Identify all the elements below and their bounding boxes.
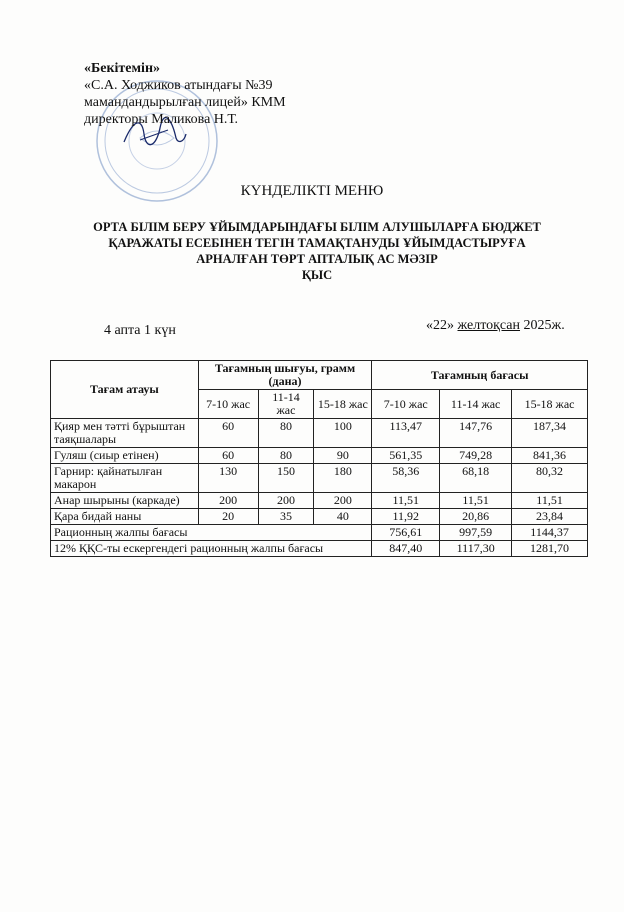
yield-cell: 200 (258, 493, 314, 509)
dish-name: Анар шырыны (каркаде) (51, 493, 199, 509)
week-day-label: 4 апта 1 күн (104, 323, 176, 338)
yield-cell: 80 (258, 419, 314, 448)
total-cell: 756,61 (372, 525, 440, 541)
vat-total-cell: 1117,30 (440, 541, 512, 557)
subtitle-line: ҚАРАЖАТЫ ЕСЕБІНЕН ТЕГІН ТАМАҚТАНУДЫ ҰЙЫМДАСТЫРУҒА (108, 236, 526, 250)
price-cell: 749,28 (440, 448, 512, 464)
header-price: Тағамның бағасы (372, 361, 588, 390)
approval-block (84, 60, 286, 128)
total-label: Рационның жалпы бағасы (51, 525, 372, 541)
price-cell: 58,36 (372, 464, 440, 493)
total-cell: 997,59 (440, 525, 512, 541)
date-month: желтоқсан (457, 318, 521, 333)
price-cell: 11,92 (372, 509, 440, 525)
price-cell: 187,34 (512, 419, 588, 448)
vat-total-cell: 847,40 (372, 541, 440, 557)
yield-cell: 35 (258, 509, 314, 525)
yield-cell: 60 (198, 448, 258, 464)
table-header-row (51, 361, 588, 390)
approval-line: мамандандырылған лицей» КММ (84, 95, 286, 110)
subtitle-season: ҚЫС (301, 268, 333, 282)
price-cell: 11,51 (440, 493, 512, 509)
price-cell: 11,51 (512, 493, 588, 509)
menu-date (426, 318, 565, 334)
table-row (51, 419, 588, 448)
yield-cell: 40 (314, 509, 372, 525)
approval-line: «С.А. Ходжиков атындағы №39 (84, 78, 273, 93)
approval-line: директоры Маликова Н.Т. (84, 112, 239, 127)
header-age: 11-14 жас (440, 390, 512, 419)
menu-table (50, 360, 588, 557)
total-cell: 1144,37 (512, 525, 588, 541)
header-dish-name: Тағам атауы (51, 361, 199, 419)
header-age: 7-10 жас (198, 390, 258, 419)
price-cell: 68,18 (440, 464, 512, 493)
header-age: 15-18 жас (512, 390, 588, 419)
yield-cell: 150 (258, 464, 314, 493)
dish-name: Қара бидай наны (51, 509, 199, 525)
date-day: «22» (426, 318, 454, 333)
yield-cell: 100 (314, 419, 372, 448)
price-cell: 841,36 (512, 448, 588, 464)
price-cell: 147,76 (440, 419, 512, 448)
dish-name: Гарнир: қайнатылған макарон (51, 464, 199, 493)
yield-cell: 200 (314, 493, 372, 509)
header-age: 7-10 жас (372, 390, 440, 419)
price-cell: 20,86 (440, 509, 512, 525)
dish-name: Қияр мен тәтті бұрыштан таяқшалары (51, 419, 199, 448)
table-row (51, 509, 588, 525)
header-yield: Тағамның шығуы, грамм (дана) (198, 361, 372, 390)
header-age: 11-14 жас (258, 390, 314, 419)
menu-subtitle (60, 219, 574, 283)
yield-cell: 80 (258, 448, 314, 464)
subtitle-line: АРНАЛҒАН ТӨРТ АПТАЛЫҚ АС МӘЗІР (196, 252, 438, 266)
table-row (51, 493, 588, 509)
yield-cell: 180 (314, 464, 372, 493)
price-cell: 80,32 (512, 464, 588, 493)
vat-total-row (51, 541, 588, 557)
date-year: 2025ж. (523, 318, 565, 333)
page-title: КҮНДЕЛІКТІ МЕНЮ (240, 183, 384, 199)
price-cell: 23,84 (512, 509, 588, 525)
yield-cell: 20 (198, 509, 258, 525)
subtitle-line: ОРТА БІЛІМ БЕРУ ҰЙЫМДАРЫНДАҒЫ БІЛІМ АЛУШЫЛАРҒА БЮДЖЕТ (93, 220, 541, 234)
table-row (51, 448, 588, 464)
vat-total-label: 12% ҚҚС-ты ескергендегі рационның жалпы бағасы (51, 541, 372, 557)
vat-total-cell: 1281,70 (512, 541, 588, 557)
dish-name: Гуляш (сиыр етінен) (51, 448, 199, 464)
total-row (51, 525, 588, 541)
price-cell: 11,51 (372, 493, 440, 509)
yield-cell: 60 (198, 419, 258, 448)
approval-heading: «Бекітемін» (84, 61, 161, 76)
price-cell: 561,35 (372, 448, 440, 464)
yield-cell: 90 (314, 448, 372, 464)
yield-cell: 200 (198, 493, 258, 509)
header-age: 15-18 жас (314, 390, 372, 419)
price-cell: 113,47 (372, 419, 440, 448)
yield-cell: 130 (198, 464, 258, 493)
table-row (51, 464, 588, 493)
